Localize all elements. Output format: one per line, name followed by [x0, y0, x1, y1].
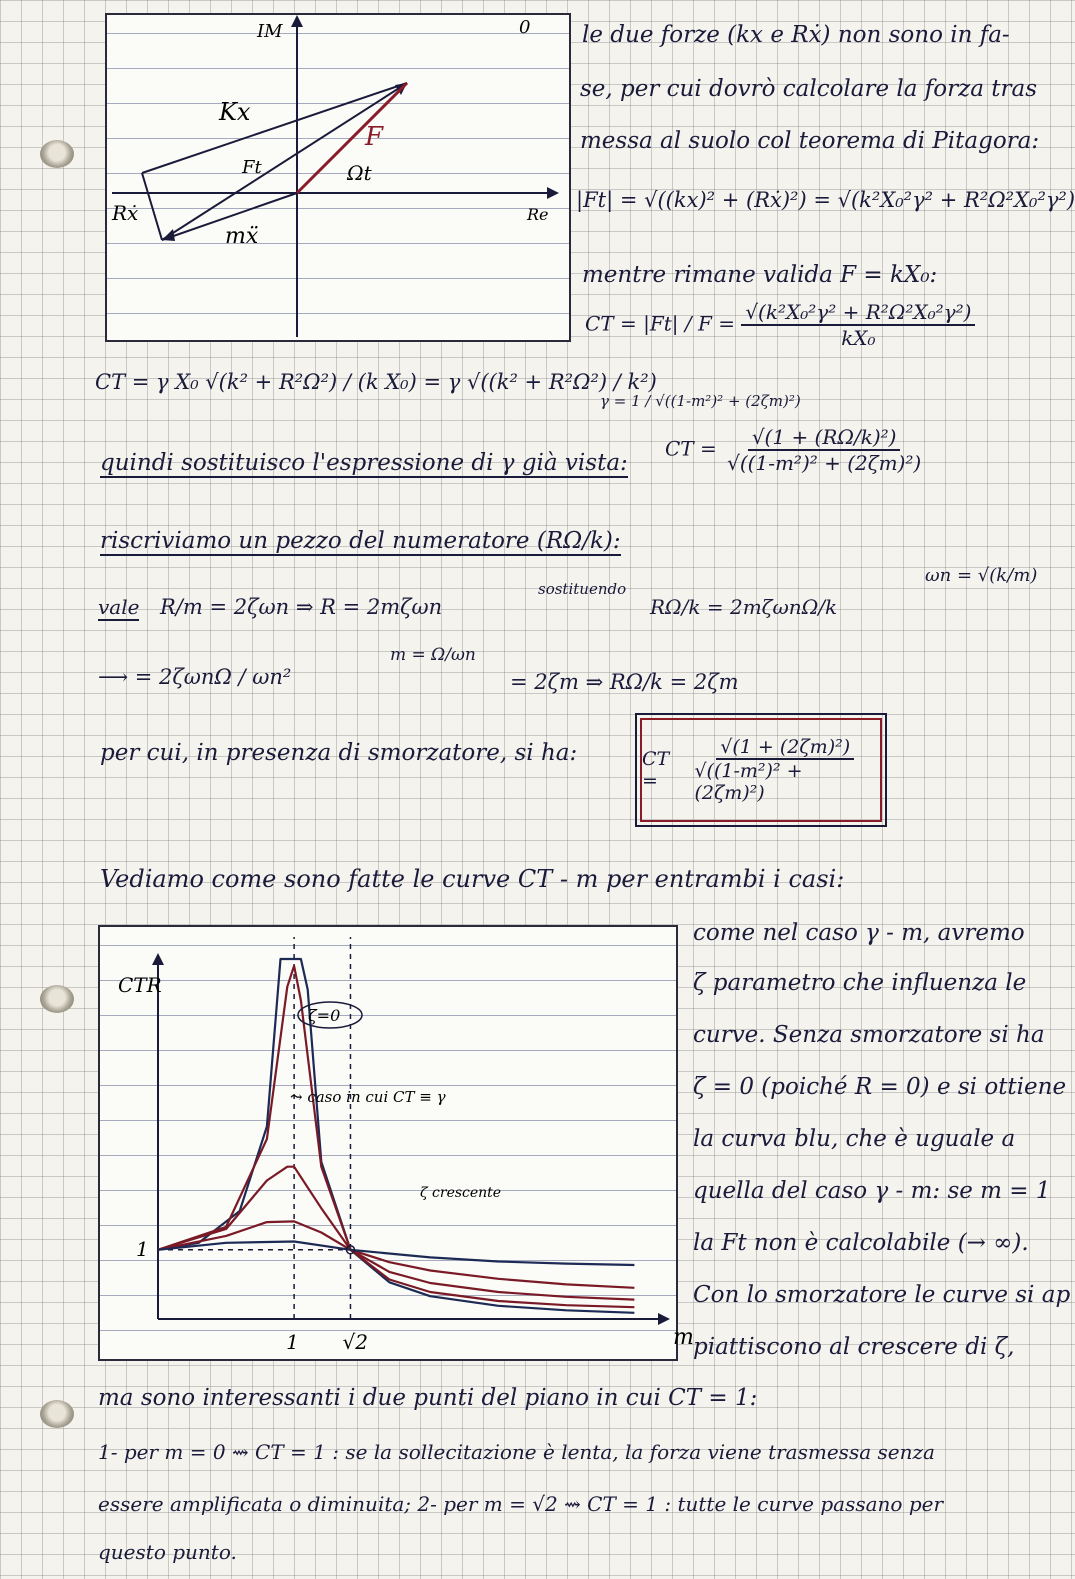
chart-text-1: come nel caso γ - m, avremo — [693, 920, 1025, 946]
ct-gamma-formula: CT = γ X₀ √(k² + R²Ω²) / (k X₀) = γ √((k² + R²Ω²) / k²) — [95, 370, 657, 394]
chart-text-7: la Ft non è calcolabile (→ ∞). — [693, 1230, 1029, 1256]
binder-hole — [40, 1400, 74, 1428]
ct-sub-label: CT = — [665, 436, 717, 461]
result-num: √(1 + (2ζm)²) — [716, 736, 854, 760]
bottom-line2: 1- per m = 0 ⇝ CT = 1 : se la sollecitazione è lenta, la forza viene trasmessa senza — [98, 1440, 935, 1464]
right-text-line1: le due forze (kx e Rẋ) non sono in fa- — [582, 22, 1010, 48]
x-axis-label: m — [673, 1325, 694, 1350]
bottom-line3: essere amplificata o diminuita; 2- per m = √2 ⇝ CT = 1 : tutte le curve passano per — [98, 1492, 944, 1516]
ct-ratio-num: √(k²X₀²γ² + R²Ω²X₀²γ²) — [741, 300, 975, 326]
chart-text-5: la curva blu, che è uguale a — [693, 1126, 1016, 1152]
annotation-caso: ⤳ caso in cui CT ≡ γ — [290, 1088, 446, 1106]
curve-series-4 — [158, 1242, 634, 1266]
chart-text-4: ζ = 0 (poiché R = 0) e si ottiene — [693, 1074, 1067, 1100]
ct-m-chart — [98, 925, 694, 1361]
label-kx: Kx — [219, 98, 251, 126]
x-axis-arrow — [658, 1313, 670, 1325]
chart-text-3: curve. Senza smorzatore si ha — [693, 1022, 1045, 1048]
step4-formula: = 2ζm ⇒ RΩ/k = 2ζm — [510, 670, 739, 694]
origin-label: 0 — [519, 17, 531, 38]
result-ct-label: CT = — [642, 748, 670, 792]
label-ft: Ft — [242, 157, 262, 178]
x-tick-label: 1 — [286, 1330, 299, 1354]
annotation-zeta-crescente: ζ crescente — [420, 1185, 502, 1201]
result-den: √((1-m²)² + (2ζm)²) — [694, 760, 803, 804]
ct-sub-num: √(1 + (RΩ/k)²) — [748, 425, 901, 451]
binder-hole — [40, 985, 74, 1013]
x-tick-label: √2 — [342, 1330, 368, 1354]
right-text-line3: messa al suolo col teorema di Pitagora: — [580, 128, 1040, 154]
step1-formula: R/m = 2ζωn ⇒ R = 2mζωn — [160, 595, 443, 619]
phasor-diagram-svg — [107, 15, 569, 340]
bottom-line1: ma sono interessanti i due punti del piano in cui CT = 1: — [98, 1385, 758, 1411]
right-text-line2: se, per cui dovrò calcolare la forza tras — [580, 76, 1038, 102]
result-formula-box — [640, 718, 882, 822]
label-f: F — [365, 122, 384, 152]
vediamo-line: Vediamo come sono fatte le curve CT - m per entrambi i casi: — [100, 865, 845, 893]
chart-text-8: Con lo smorzatore le curve si ap — [693, 1282, 1071, 1308]
result-intro: per cui, in presenza di smorzatore, si ha: — [100, 740, 578, 766]
m-definition: m = Ω/ωn — [390, 645, 476, 665]
label-rx: Rẋ — [112, 201, 139, 225]
step2-formula: RΩ/k = 2mζωnΩ/k — [650, 595, 838, 619]
y-axis-label: CTR — [118, 973, 162, 997]
curve-series-1 — [158, 966, 634, 1307]
omega-n-definition: ωn = √(k/m) — [925, 565, 1038, 586]
annotation-zeta-zero: ζ=0 — [308, 1006, 341, 1025]
chart-text-2: ζ parametro che influenza le — [693, 970, 1027, 996]
sostituendo-label: sostituendo — [538, 580, 627, 598]
y-axis-arrow — [152, 953, 164, 965]
phasor-diagram — [105, 13, 571, 342]
curve-series-0 — [158, 959, 634, 1313]
vale-label: vale — [98, 595, 140, 619]
im-axis-label: IM — [257, 21, 283, 42]
ct-ratio-den: kX₀ — [841, 326, 876, 350]
bottom-line4: questo punto. — [98, 1540, 237, 1564]
formula-ft: |Ft| = √((kx)² + (Rẋ)²) = √(k²X₀²γ² + R²Ω²X₀²γ²) — [576, 188, 1075, 212]
binder-hole — [40, 140, 74, 168]
ct-substituted-formula — [665, 425, 925, 475]
chart-text-6: quella del caso γ - m: se m = 1 — [693, 1178, 1051, 1204]
re-axis-label: Re — [527, 205, 549, 224]
ct-m-chart-svg — [100, 927, 694, 1359]
ct-sub-den: √((1-m²)² + (2ζm)²) — [727, 451, 922, 475]
quindi-line: quindi sostituisco l'espressione di γ già vista: — [100, 450, 628, 476]
riscriviamo-line: riscriviamo un pezzo del numeratore (RΩ/k): — [100, 528, 621, 554]
ct-ratio-formula — [585, 300, 975, 350]
right-text-line4: mentre rimane valida F = kX₀: — [582, 262, 938, 288]
label-omega-t: Ωt — [347, 161, 372, 185]
ct-ratio-lhs: CT = |Ft| / F = — [585, 311, 735, 336]
label-mx: mẍ — [225, 224, 259, 249]
chart-text-9: piattiscono al crescere di ζ, — [693, 1334, 1015, 1360]
step3-formula: ⟶ = 2ζωnΩ / ωn² — [98, 665, 292, 689]
curve-series-2 — [158, 1167, 634, 1300]
y-tick-label: 1 — [136, 1236, 149, 1261]
gamma-note: γ = 1 / √((1-m²)² + (2ζm)²) — [600, 392, 801, 410]
